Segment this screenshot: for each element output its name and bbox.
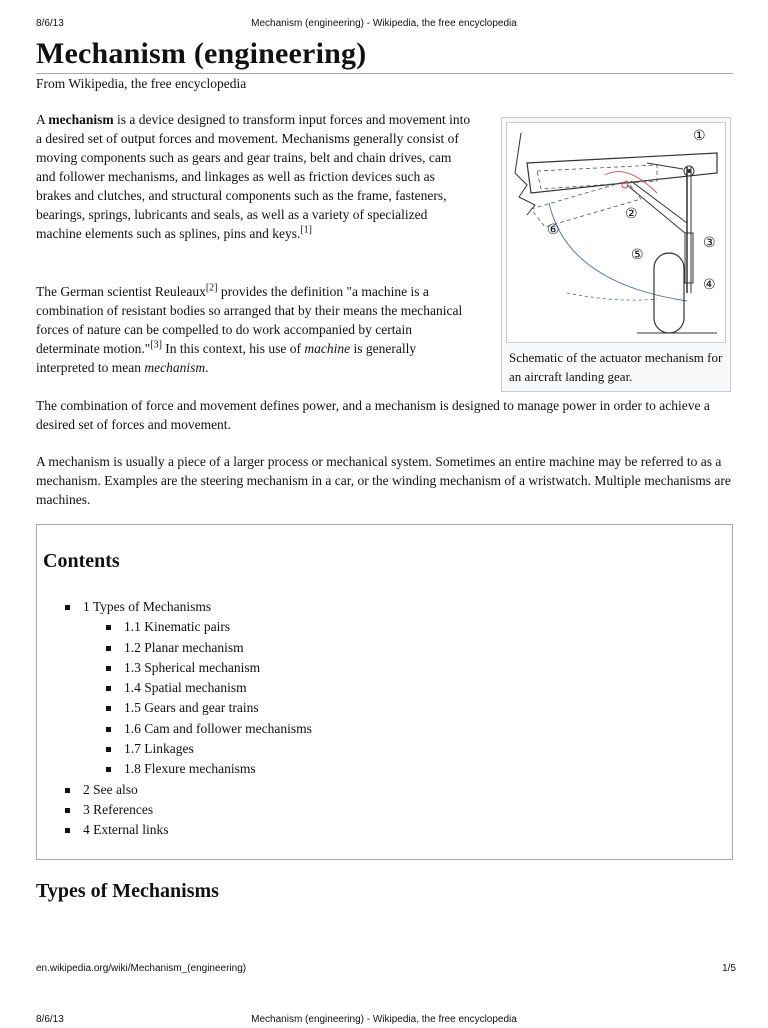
reference-link[interactable]: [2] (205, 282, 218, 294)
toc-item[interactable]: 1 Types of Mechanisms (37, 597, 312, 617)
callout-3: ③ (703, 235, 716, 251)
page-url: en.wikipedia.org/wiki/Mechanism_(engineering) (36, 963, 247, 974)
text: provides the definition "a machine is a combination of resistant bodies so arranged that by their means the mechanical forces of nature can be compelled to do work accompanied by certain determinate motion." (36, 284, 463, 356)
toc-list (37, 597, 312, 841)
site-tagline: From Wikipedia, the free encyclopedia (36, 76, 247, 91)
page-title: Mechanism (engineering) (36, 37, 367, 70)
reference-link[interactable]: [3] (150, 339, 162, 351)
callout-5: ⑤ (631, 247, 644, 263)
toc-item[interactable]: 1.4 Spatial mechanism (37, 678, 312, 698)
print-title: Mechanism (engineering) - Wikipedia, the free encyclopedia (251, 1014, 517, 1025)
bold-term: mechanism (48, 112, 114, 127)
print-title: Mechanism (engineering) - Wikipedia, the free encyclopedia (251, 18, 517, 29)
toc-item[interactable]: 1.6 Cam and follower mechanisms (37, 719, 312, 739)
print-date: 8/6/13 (36, 18, 64, 29)
text: is generally interpreted to mean (36, 341, 417, 375)
italic-term: machine (304, 341, 351, 356)
toc-item[interactable]: 4 External links (37, 820, 312, 840)
toc-item[interactable]: 1.1 Kinematic pairs (37, 617, 312, 637)
print-header-next-page (0, 1014, 768, 1028)
toc-item[interactable]: 1.5 Gears and gear trains (37, 698, 312, 718)
figure-landing-gear (501, 117, 731, 392)
section-heading: Types of Mechanisms (36, 880, 219, 902)
text: is a device designed to transform input forces and movement into a desired set of output forces and movement. Mechanisms generally consist of moving components such as gears and gear trains, belt and chain drives, cam and follower mechanisms, and linkages as well as friction devices such as brakes and clutches, and structural components such as the frame, fasteners, bearings, springs, lubricants and seals, as well as a variety of specialized machine elements such as splines, pins and keys. (36, 112, 471, 241)
toc-item[interactable]: 2 See also (37, 780, 312, 800)
italic-term: mechanism (144, 360, 206, 375)
figure-image[interactable] (506, 122, 726, 343)
print-date: 8/6/13 (36, 1014, 64, 1025)
text: A (36, 112, 49, 127)
paragraph-examples: A mechanism is usually a piece of a larger process or mechanical system. Sometimes an entire machine may be referred to as a mechanism. Examples are the steering mechanism in a car, or the winding mechanism of a wristwatch. Multiple mechanisms are machines. (36, 454, 731, 507)
text: . (205, 360, 209, 375)
figure-caption: Schematic of the actuator mechanism for an aircraft landing gear. (509, 350, 723, 384)
toc-item[interactable]: 1.7 Linkages (37, 739, 312, 759)
toc-item[interactable]: 1.2 Planar mechanism (37, 638, 312, 658)
paragraph-power: The combination of force and movement defines power, and a mechanism is designed to manage power in order to achieve a desired set of forces and movement. (36, 398, 710, 432)
callout-4: ④ (703, 277, 716, 293)
toc-title: Contents (43, 550, 120, 572)
landing-gear-schematic (507, 123, 725, 342)
callout-6: ⑥ (547, 222, 560, 238)
print-footer (0, 963, 768, 977)
callout-1: ① (693, 128, 706, 144)
intro-paragraph-2 (36, 282, 472, 377)
print-header (0, 18, 768, 32)
page-number: 1/5 (722, 963, 736, 974)
text: In this context, his use of (161, 341, 305, 356)
text: The German scientist Reuleaux (36, 284, 206, 299)
toc-item[interactable]: 3 References (37, 800, 312, 820)
title-divider (36, 73, 733, 74)
intro-paragraph-1 (36, 110, 472, 243)
callout-2: ② (625, 206, 638, 222)
toc-item[interactable]: 1.8 Flexure mechanisms (37, 759, 312, 779)
reference-link[interactable]: [1] (300, 224, 312, 236)
table-of-contents (36, 524, 733, 860)
toc-item[interactable]: 1.3 Spherical mechanism (37, 658, 312, 678)
